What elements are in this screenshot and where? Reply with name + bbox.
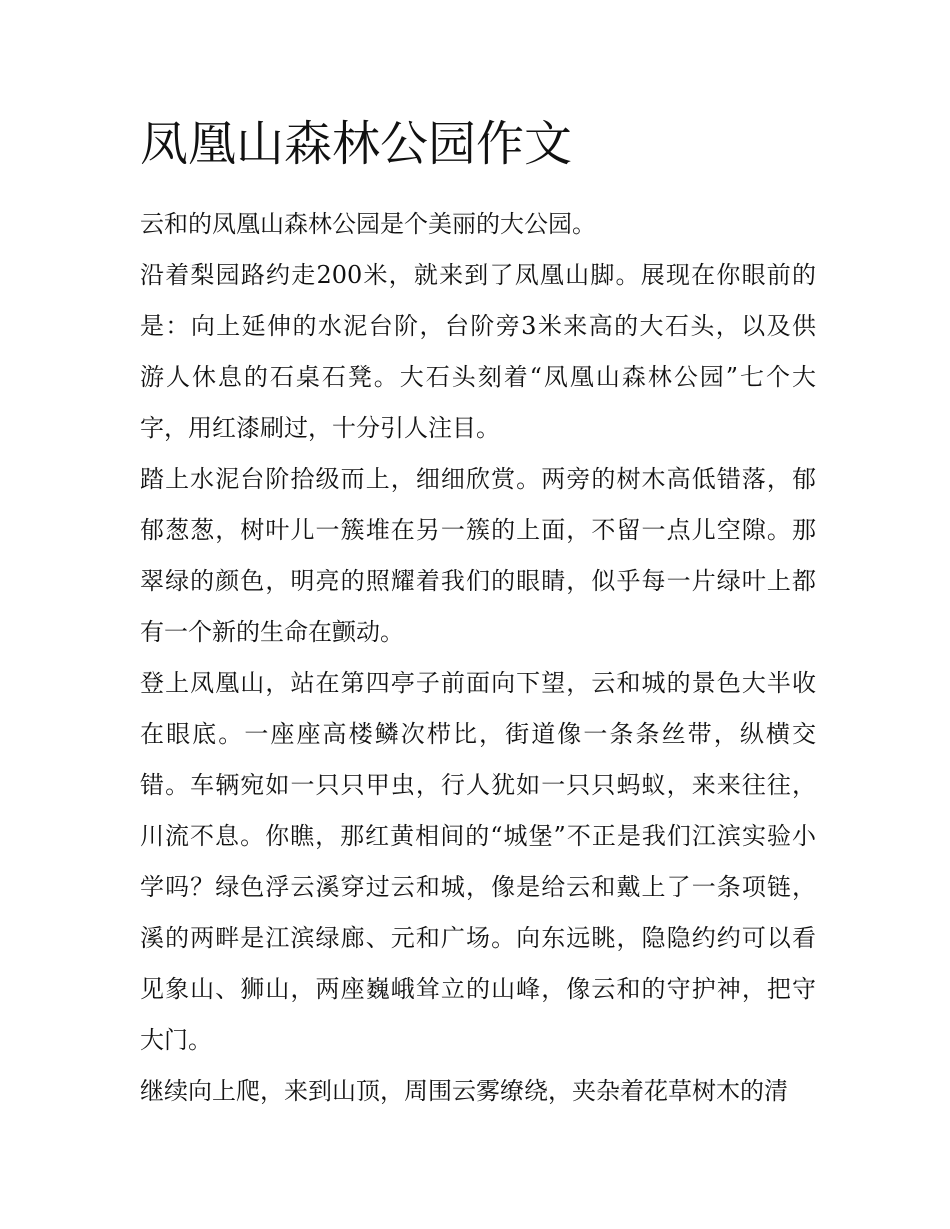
text-line: 沿着梨园路约走200米，就来到了凤凰山脚。展现在你眼前的 (140, 261, 816, 289)
paragraph (140, 199, 816, 250)
text-line: 踏上水泥台阶拾级而上，细细欣赏。两旁的树木高低错落，郁 (140, 465, 816, 493)
text-line: 游人休息的石桌石凳。大石头刻着“凤凰山森林公园”七个大 (140, 363, 816, 391)
paragraph (140, 658, 816, 1066)
text-line: 错。车辆宛如一只只甲虫，行人犹如一只只蚂蚁，来来往往， (140, 771, 816, 799)
text-line: 学吗？绿色浮云溪穿过云和城，像是给云和戴上了一条项链， (140, 873, 816, 901)
text-line: 云和的凤凰山森林公园是个美丽的大公园。 (140, 210, 596, 238)
paragraph (140, 454, 816, 658)
text-line: 翠绿的颜色，明亮的照耀着我们的眼睛，似乎每一片绿叶上都 (140, 567, 816, 595)
document-title: 凤凰山森林公园作文 (140, 116, 573, 172)
document-body (140, 199, 816, 1117)
text-line: 见象山、狮山，两座巍峨耸立的山峰，像云和的守护神，把守 (140, 975, 816, 1003)
text-line: 继续向上爬，来到山顶，周围云雾缭绕，夹杂着花草树木的清 (140, 1077, 788, 1105)
text-line: 是：向上延伸的水泥台阶，台阶旁3米来高的大石头，以及供 (140, 312, 816, 340)
text-line: 登上凤凰山，站在第四亭子前面向下望，云和城的景色大半收 (140, 669, 816, 697)
paragraph (140, 250, 816, 454)
text-line: 大门。 (140, 1026, 212, 1054)
text-line: 字，用红漆刷过，十分引人注目。 (140, 414, 500, 442)
text-line: 溪的两畔是江滨绿廊、元和广场。向东远眺，隐隐约约可以看 (140, 924, 816, 952)
text-line: 有一个新的生命在颤动。 (140, 618, 404, 646)
text-line: 郁葱葱，树叶儿一簇堆在另一簇的上面，不留一点儿空隙。那 (140, 516, 816, 544)
text-line: 川流不息。你瞧，那红黄相间的“城堡”不正是我们江滨实验小 (140, 822, 816, 850)
paragraph (140, 1066, 816, 1117)
text-line: 在眼底。一座座高楼鳞次栉比，街道像一条条丝带，纵横交 (140, 720, 816, 748)
